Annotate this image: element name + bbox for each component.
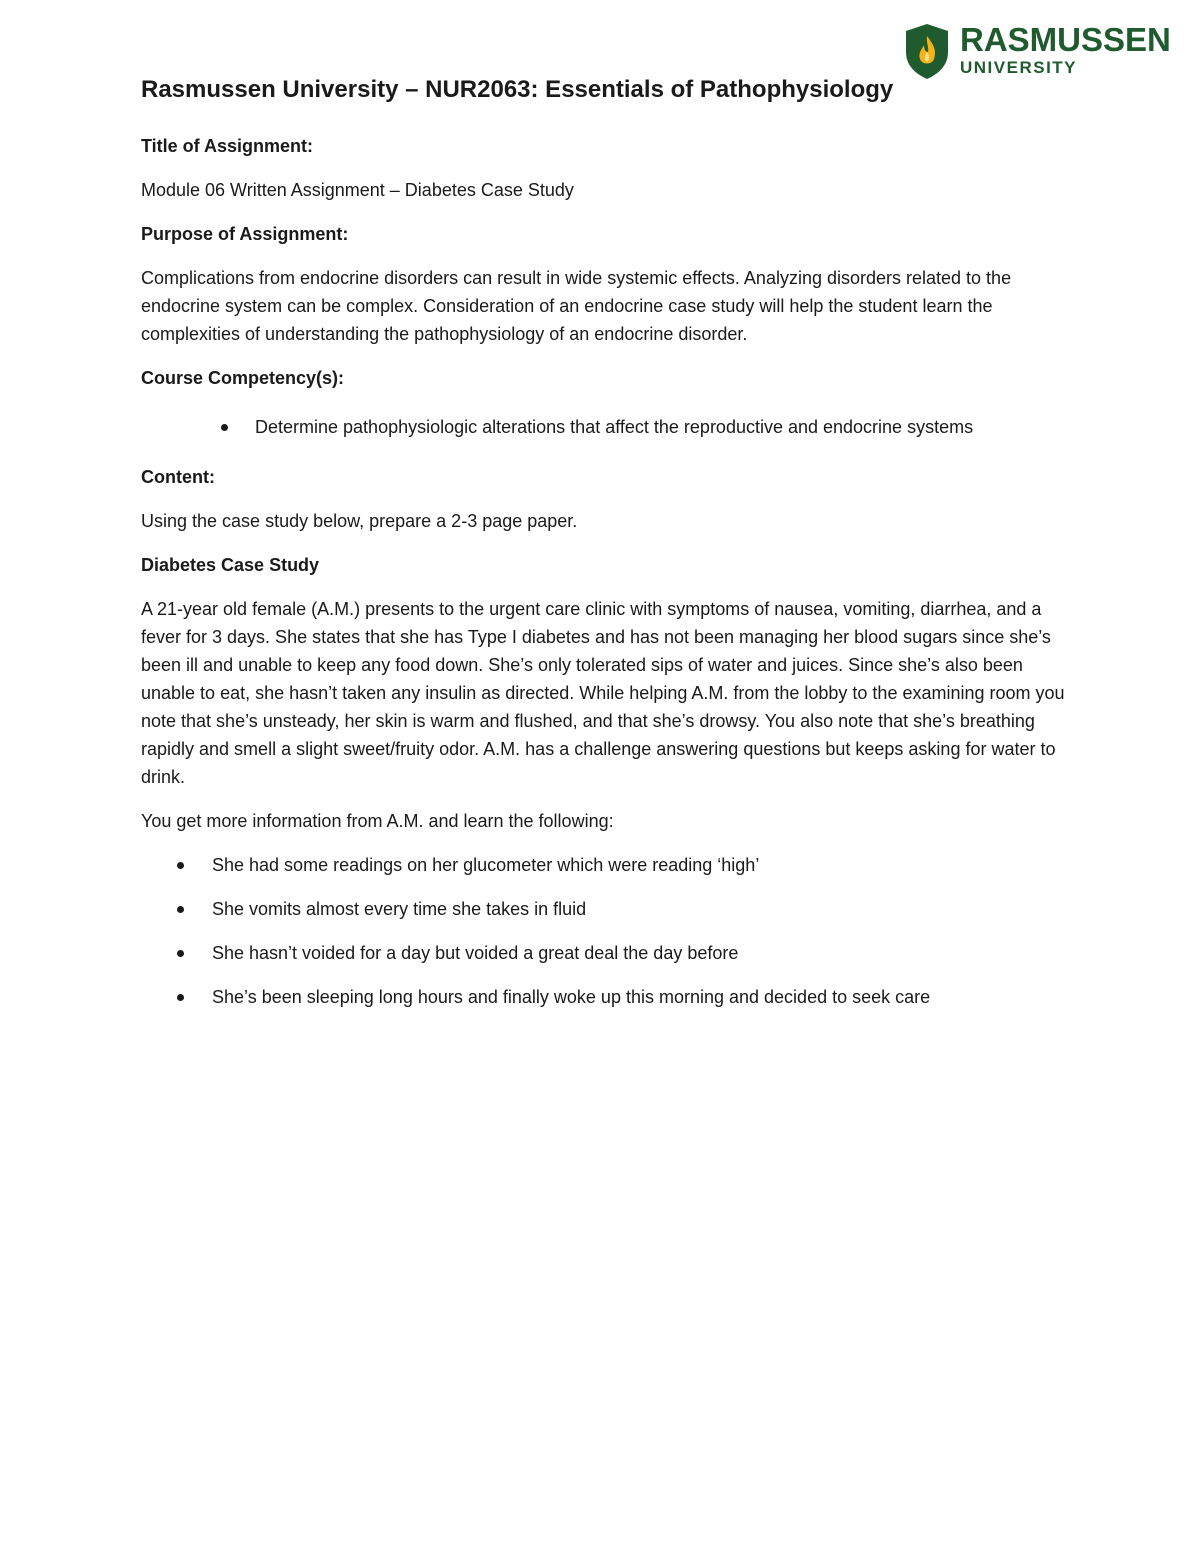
content-label: Content: (141, 467, 215, 487)
assignment-title-value: Module 06 Written Assignment – Diabetes Case Study (141, 180, 574, 200)
bullet-icon (177, 994, 184, 1001)
bullet-icon (177, 950, 184, 957)
case-study-text: A 21-year old female (A.M.) presents to the urgent care clinic with symptoms of nausea, vomiting, diarrhea, and a fever for 3 days. She states that she has Type I diabetes and has not been managing her blood sugars since she’s been ill and unable to keep any food down. She’s only tolerated sips of water and juices. Since she’s also been unable to eat, she hasn’t taken any insulin as directed. While helping A.M. from the lobby to the examining room you note that she’s unsteady, her skin is warm and flushed, and that she’s drowsy. You also note that she’s breathing rapidly and smell a slight sweet/fruity odor. A.M. has a challenge answering questions but keeps asking for water to drink. (141, 599, 1065, 787)
logo-name: RASMUSSEN (960, 21, 1171, 58)
content-text: Using the case study below, prepare a 2-3 page paper. (141, 511, 578, 531)
document-body (141, 72, 1071, 1011)
logo-subtitle: UNIVERSITY (960, 58, 1078, 77)
more-info-text: You get more information from A.M. and learn the following: (141, 811, 614, 831)
case-study-heading: Diabetes Case Study (141, 555, 320, 575)
purpose-label: Purpose of Assignment: (141, 224, 349, 244)
list-item: She hasn’t voided for a day but voided a great deal the day before (141, 939, 1071, 967)
findings-list (141, 851, 1071, 1011)
competency-label: Course Competency(s): (141, 368, 345, 388)
list-item: She’s been sleeping long hours and finally woke up this morning and decided to seek care (141, 983, 1071, 1011)
bullet-icon (177, 906, 184, 913)
list-item: She vomits almost every time she takes in fluid (141, 895, 1071, 923)
list-item: Determine pathophysiologic alterations that affect the reproductive and endocrine systems (141, 413, 1071, 441)
bullet-icon (177, 862, 184, 869)
title-of-assignment-label: Title of Assignment: (141, 136, 314, 156)
bullet-icon (221, 424, 228, 431)
competency-list (141, 413, 1071, 441)
list-item: She had some readings on her glucometer which were reading ‘high’ (141, 851, 1071, 879)
page-title: Rasmussen University – NUR2063: Essentials of Pathophysiology (141, 76, 894, 103)
purpose-text: Complications from endocrine disorders can result in wide systemic effects. Analyzing disorders related to the endocrine system can be complex. Consideration of an endocrine case study will help the student learn the complexities of understanding the pathophysiology of an endocrine disorder. (141, 268, 1012, 344)
